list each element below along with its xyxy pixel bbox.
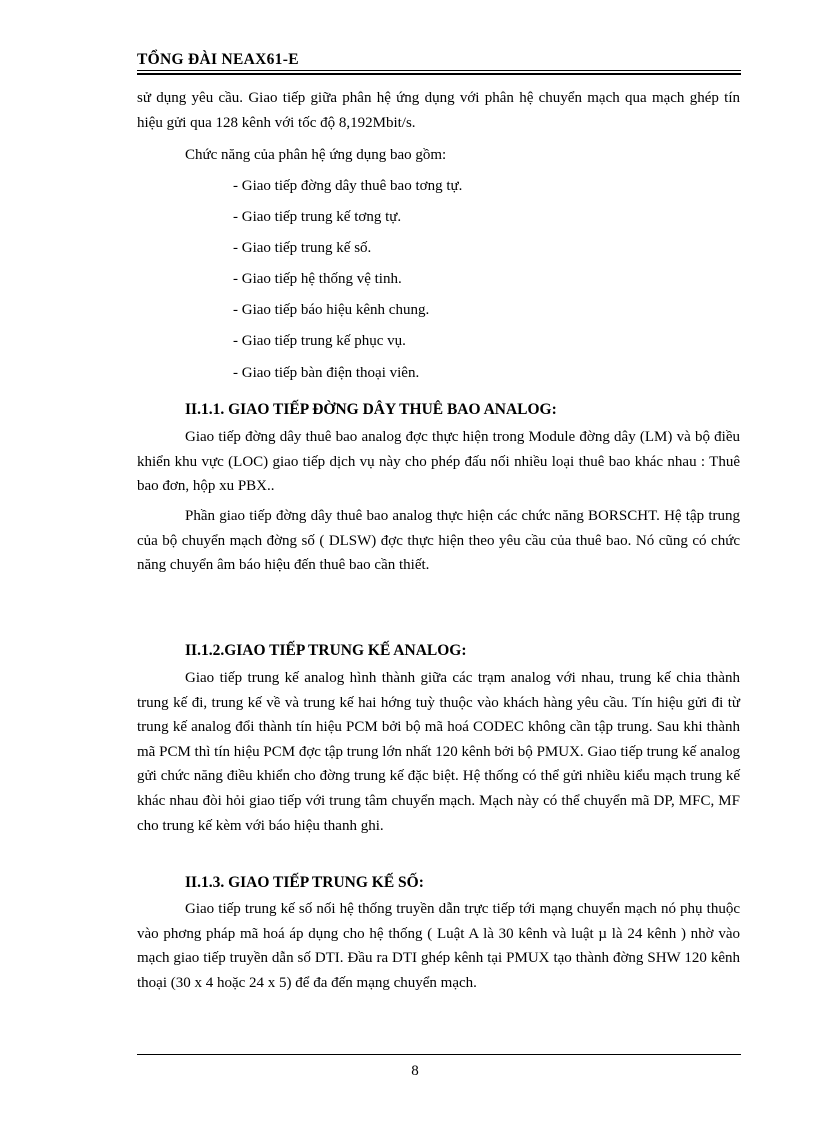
list-item: - Giao tiếp báo hiệu kênh chung. [233,302,430,318]
paragraph-analog-trunk: Giao tiếp trung kế analog hình thành giữa các trạm analog với nhau, trung kế chia thành trung kế đi, trung kế về và trung kế hai hớng tuỳ thuộc vào khách hàng yêu cầu. Tín hiệu gửi đi từ trung kế analog đổi thành tín hiệu PCM bởi bộ mã hoá CODEC không cần tập trung. Sau khi thành mã PCM thì tín hiệu PCM đợc tập trung lớn nhất 120 kênh bởi bộ PMUX. Giao tiếp trung kế analog gửi chức năng điều khiển cho đờng trung kế đặc biệt. Hệ thống có thể gửi nhiều kiểu mạch trung kế khác nhau đòi hỏi giao tiếp với trung tâm chuyển mạch. Mạch này có thể chuyển mã DP, MFC, MF cho trung kế kèm với báo hiệu thanh ghi. [137,670,740,834]
list-item: - Giao tiếp trung kế phục vụ. [233,333,406,349]
list-item: - Giao tiếp trung kế số. [233,240,372,256]
page-number: 8 [411,1063,419,1079]
paragraph-intro: sử dụng yêu cầu. Giao tiếp giữa phân hệ ứng dụng với phân hệ chuyển mạch qua mạch ghép tín hiệu gửi qua 128 kênh với tốc độ 8,192Mbit/s. [137,90,740,131]
list-item: - Giao tiếp đờng dây thuê bao tơng tự. [233,178,463,194]
paragraph-analog-subscriber-1: Giao tiếp đờng dây thuê bao analog đợc thực hiện trong Module đờng dây (LM) và bộ điều khiển khu vực (LOC) giao tiếp dịch vụ này cho phép đấu nối nhiều loại thuê bao khác nhau : Thuê bao đơn, hộp xu PBX.. [137,429,740,495]
footer-rule [137,1054,741,1055]
paragraph-digital-trunk: Giao tiếp trung kế số nối hệ thống truyền dẫn trực tiếp tới mạng chuyển mạch nó phụ thuộc vào phơng pháp mã hoá áp dụng cho hệ thống ( Luật A là 30 kênh và luật µ là 24 kênh ) nhờ vào mạch giao tiếp truyền dẫn số DTI. Đầu ra DTI ghép kênh tại PMUX tạo thành đờng SHW 120 kênh thoại (30 x 4 hoặc 24 x 5) để đa đến mạng chuyển mạch. [137,901,740,991]
section-heading-analog-trunk: II.1.2.GIAO TIẾP TRUNG KẾ ANALOG: [185,642,467,659]
header-rule-bottom [137,73,741,75]
list-item: - Giao tiếp trung kế tơng tự. [233,209,402,225]
paragraph-function-list-intro: Chức năng của phân hệ ứng dụng bao gồm: [185,147,447,163]
paragraph-analog-subscriber-2: Phần giao tiếp đờng dây thuê bao analog thực hiện các chức năng BORSCHT. Hệ tập trung của bộ chuyển mạch đờng số ( DLSW) đợc thực hiện theo yêu cầu của thuê bao. Nó cũng có chức năng chuyển âm báo hiệu đến thuê bao cần thiết. [137,508,740,574]
header-rule-top [137,70,741,71]
list-item: - Giao tiếp bàn điện thoại viên. [233,365,420,381]
section-heading-analog-subscriber: II.1.1. GIAO TIẾP ĐỜNG DÂY THUÊ BAO ANALOG: [185,401,557,418]
list-item: - Giao tiếp hệ thống vệ tinh. [233,271,402,287]
document-header-title: TỔNG ĐÀI NEAX61-E [137,51,299,68]
section-heading-digital-trunk: II.1.3. GIAO TIẾP TRUNG KẾ SỐ: [185,874,424,891]
